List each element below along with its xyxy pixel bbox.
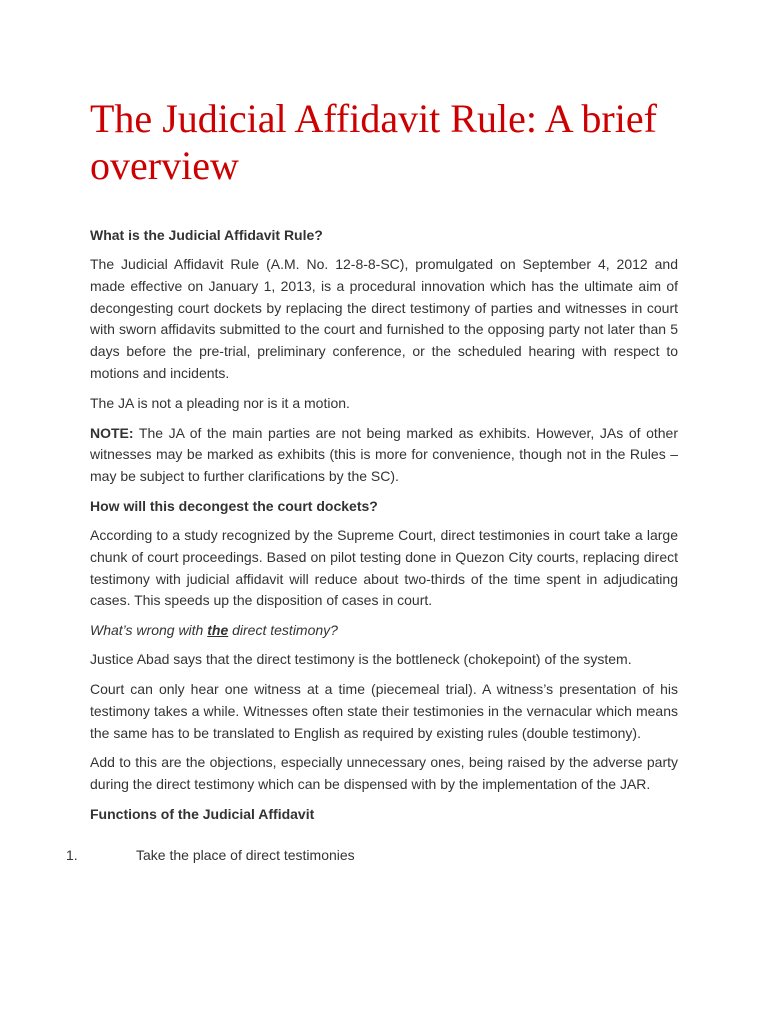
document-page	[66, 95, 678, 863]
paragraph-jar-definition: The Judicial Affidavit Rule (A.M. No. 12-8-8-SC), promulgated on September 4, 2012 and made effective on January 1, 2013, is a procedural innovation which has the ultimate aim of decongesting court dockets by replacing the direct testimony of parties and witnesses in court with sworn affidavits submitted to the court and furnished to the opposing party not later than 5 days before the pre-trial, preliminary conference, or the scheduled hearing with respect to motions and incidents.	[90, 256, 678, 381]
paragraph-justice-abad: Justice Abad says that the direct testimony is the bottleneck (chokepoint) of the system.	[90, 651, 632, 668]
section-heading-functions: Functions of the Judicial Affidavit	[90, 805, 315, 822]
list-item-text: Take the place of direct testimonies	[136, 846, 355, 863]
paragraph-ja-not-pleading: The JA is not a pleading nor is it a motion.	[90, 394, 350, 411]
italic-question-start: What’s wrong with	[90, 622, 208, 639]
italic-question-direct-testimony	[90, 620, 678, 641]
paragraph-piecemeal-trial: Court can only hear one witness at a time (piecemeal trial). A witness’s presentation of his testimony takes a while. Witnesses often state their testimonies in the vernacular which means the same has to be translated to English as required by existing rules (double testimony).	[90, 680, 678, 741]
note-label: NOTE:	[90, 424, 134, 441]
list-item-number: 1.	[66, 846, 78, 863]
paragraph-note	[90, 423, 678, 488]
section-heading-decongest: How will this decongest the court dockets?	[90, 497, 378, 514]
italic-question-emphasis: the	[207, 622, 229, 639]
note-text: The JA of the main parties are not being marked as exhibits. However, JAs of other witnesses may be marked as exhibits (this is more for convenience, though not in the Rules – may be subject to further clarifications by the SC).	[90, 424, 678, 485]
section-heading-what-is-jar: What is the Judicial Affidavit Rule?	[90, 227, 323, 243]
document-title: The Judicial Affidavit Rule: A brief overview	[90, 96, 657, 188]
paragraph-objections: Add to this are the objections, especially unnecessary ones, being raised by the adverse party during the direct testimony which can be dispensed with by the implementation of the JAR.	[90, 754, 678, 793]
paragraph-supreme-court-study: According to a study recognized by the Supreme Court, direct testimonies in court take a large chunk of court proceedings. Based on pilot testing done in Quezon City courts, replacing direct testimony with judicial affidavit will reduce about two-thirds of the time spent in adjudicating cases. This speeds up the disposition of cases in court.	[90, 526, 678, 609]
italic-question-end: direct testimony?	[228, 622, 338, 639]
